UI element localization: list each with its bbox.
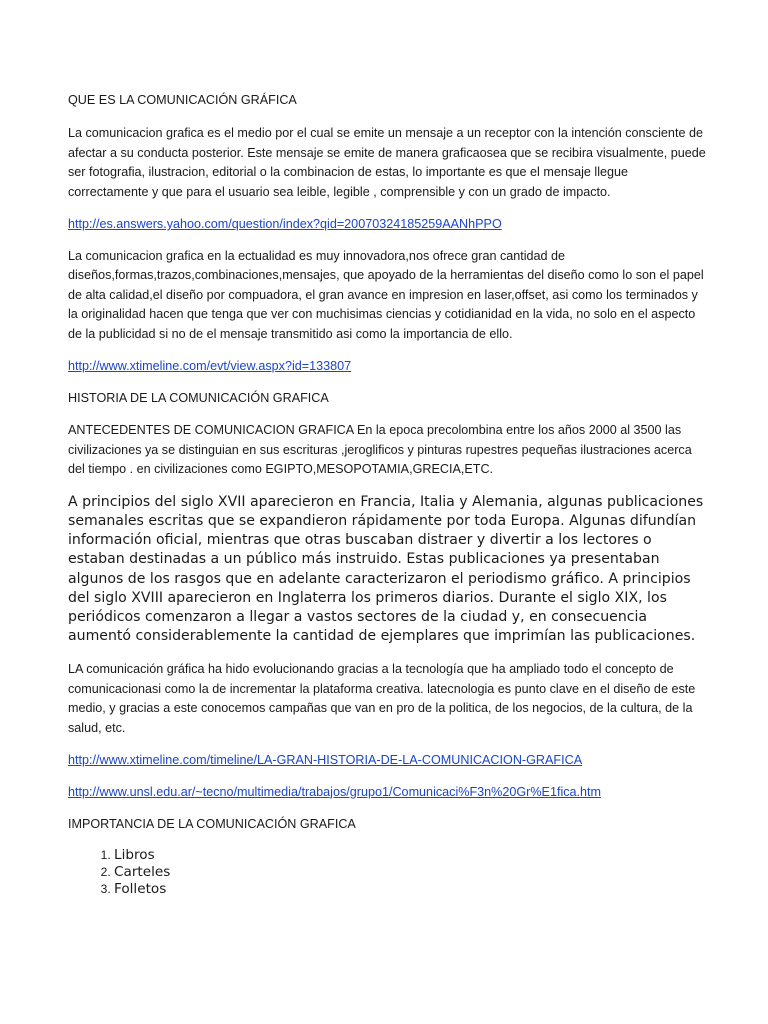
link-unsl[interactable]: http://www.unsl.edu.ar/~tecno/multimedia/trabajos/grupo1/Comunicaci%F3n%20Gr%E1fica.htm: [68, 784, 602, 799]
list-item: 2. Carteles: [114, 864, 708, 881]
list-item: 1. Libros: [114, 847, 708, 864]
importance-list: [68, 847, 708, 898]
heading-importancia: IMPORTANCIA DE LA COMUNICACIÓN GRAFICA: [68, 816, 356, 831]
heading-historia: HISTORIA DE LA COMUNICACIÓN GRAFICA: [68, 391, 329, 406]
link-xtimeline-event[interactable]: http://www.xtimeline.com/evt/view.aspx?id=133807: [68, 359, 352, 374]
link-xtimeline-timeline[interactable]: http://www.xtimeline.com/timeline/LA-GRAN-HISTORIA-DE-LA-COMUNICACION-GRAFICA: [68, 752, 583, 767]
paragraph-siglo-xvii: A principios del siglo XVII aparecieron en Francia, Italia y Alemania, algunas publicaciones semanales escritas que se expandieron rápidamente por toda Europa. Algunas difundían información oficial, mientras que otras buscaban distraer y divertir a los lectores o estaban destinadas a un público más instruido. Estas publicaciones ya presentaban algunos de los rasgos que en adelante caracterizaron el periodismo gráfico. A principios del siglo XVIII aparecieron en Inglaterra los primeros diarios. Durante el siglo XIX, los periódicos comenzaron a llegar a vastos sectores de la ciudad y, en consecuencia aumentó considerablemente la cantidad de ejemplares que imprimían las publicaciones.: [68, 493, 704, 645]
link-yahoo-answers[interactable]: http://es.answers.yahoo.com/question/index?qid=20070324185259AANhPPO: [68, 217, 502, 232]
heading-que-es: QUE ES LA COMUNICACIÓN GRÁFICA: [68, 93, 297, 107]
paragraph-definition: La comunicacion grafica es el medio por el cual se emite un mensaje a un receptor con la intención consciente de afectar a su conducta posterior. Este mensaje se emite de manera graficaosea que se recibira visualmente, puede ser fotografia, ilustracion, editorial o la combinacion de estas, lo importante es que el mensaje llegue correctamente y que para el usuario sea leible, legible , comprensible y con un grado de impacto.: [68, 126, 706, 199]
paragraph-antecedentes: ANTECEDENTES DE COMUNICACION GRAFICA En la epoca precolombina entre los años 2000 al 3500 las civilizaciones ya se distinguian en sus escrituras ,jeroglificos y pinturas rupestres pequeñas ilustraciones acerca del tiempo . en civilizaciones como EGIPTO,MESOPOTAMIA,GRECIA,ETC.: [68, 423, 692, 477]
paragraph-tecnologia: LA comunicación gráfica ha hido evolucionando gracias a la tecnología que ha ampliado todo el concepto de comunicacionasi como la de incrementar la plataforma creativa. latecnologia es punto clave en el diseño de este medio, y gracias a este conocemos campañas que van en pro de la politica, de los negocios, de la cultura, de la salud, etc.: [68, 662, 696, 735]
paragraph-actualidad: La comunicacion grafica en la ectualidad es muy innovadora,nos ofrece gran cantidad de diseños,formas,trazos,combinaciones,mensajes, que apoyado de la herramientas del diseño como lo son el papel de alta calidad,el diseño por compuadora, el gran avance en impresion en laser,offset, asi como los terminados y la originalidad hacen que tenga que ver con muchisimas ciencias y cotidianidad en la vida, no solo en el aspecto de la publicidad si no de el mensaje transmitido asi como la importancia de ello.: [68, 249, 704, 341]
list-item: 3. Folletos: [114, 881, 708, 898]
